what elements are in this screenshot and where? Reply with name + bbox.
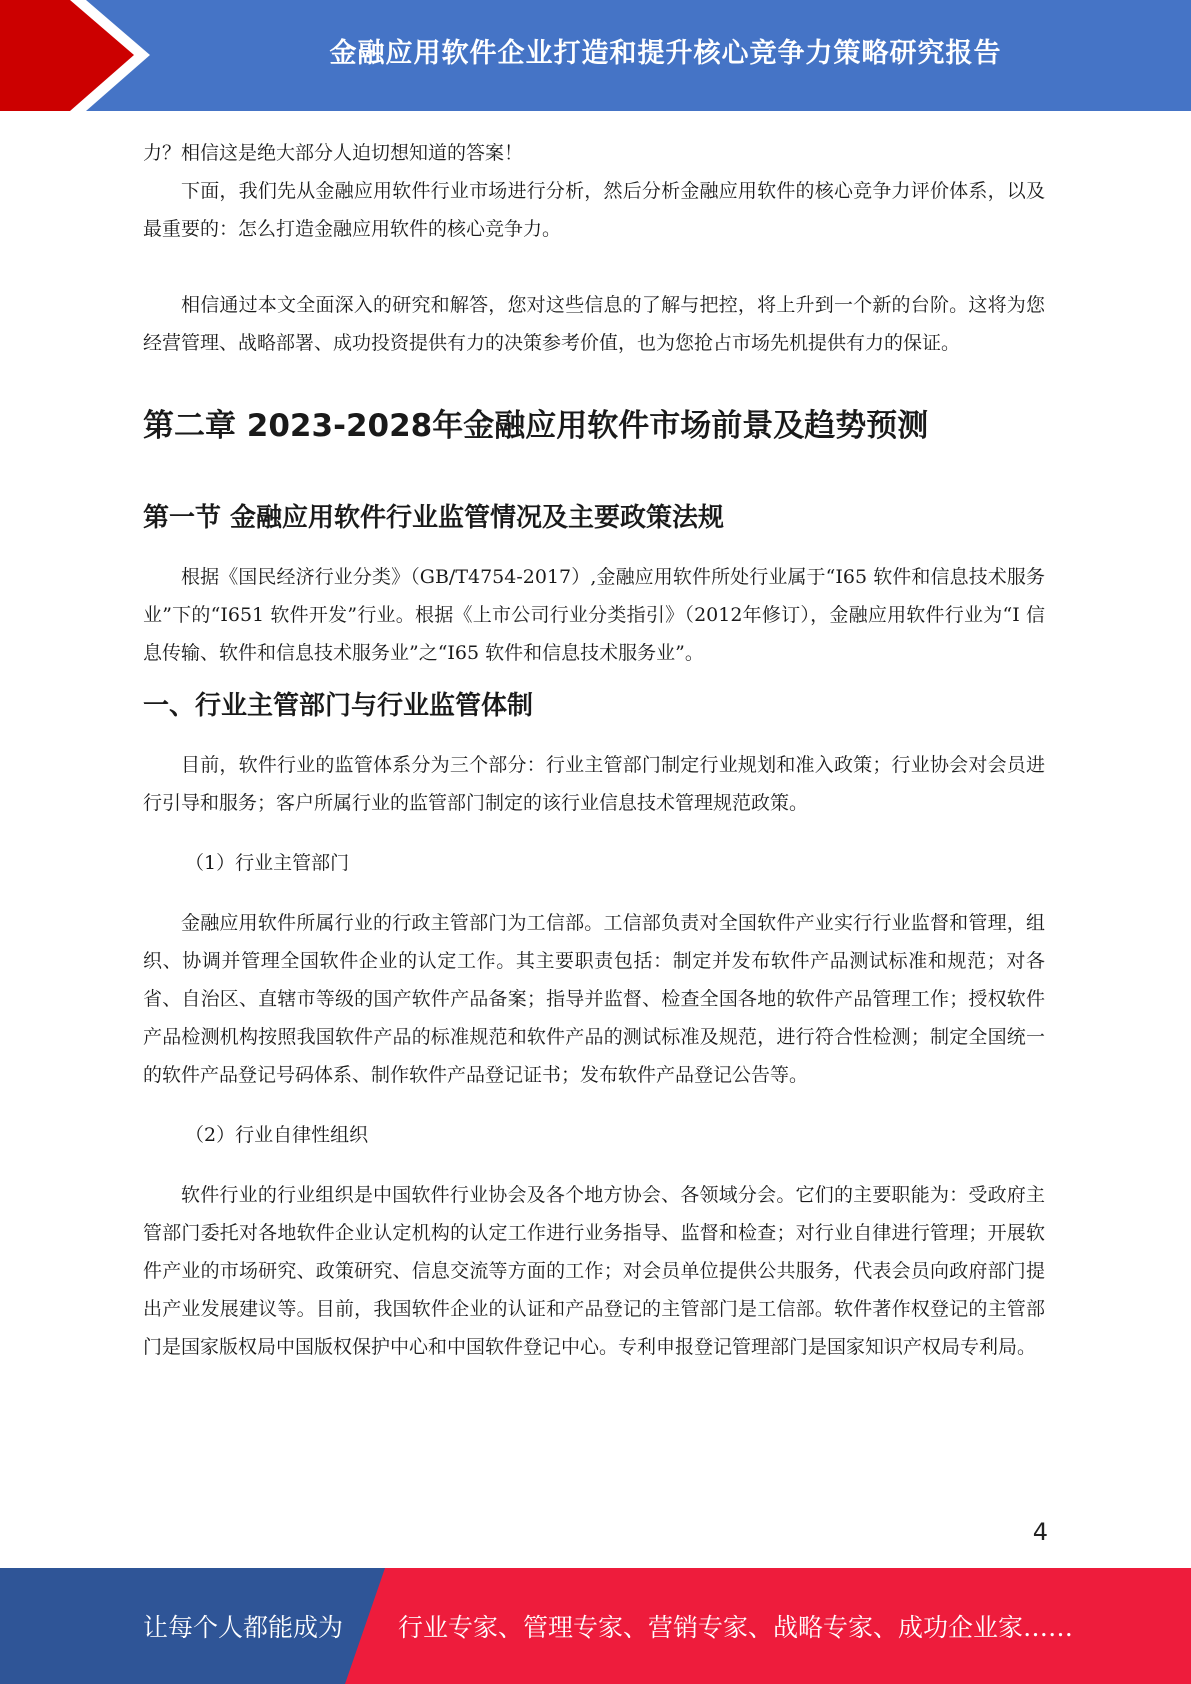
paragraph: 相信通过本文全面深入的研究和解答，您对这些信息的了解与把控，将上升到一个新的台阶。这将为您经营管理、战略部署、成功投资提供有力的决策参考价值，也为您抢占市场先机提供有力的保证。	[143, 294, 1045, 354]
list-item-heading: （2）行业自律性组织	[185, 1124, 369, 1146]
paragraph: 根据《国民经济行业分类》（GB/T4754-2017）,金融应用软件所处行业属于“I65 软件和信息技术服务业”下的“I651 软件开发”行业。根据《上市公司行业分类指引》（2012年修订），金融应用软件行业为“I 信息传输、软件和信息技术服务业”之“I65 软件和信息技术服务业”。	[143, 566, 1045, 664]
paragraph: 金融应用软件所属行业的行政主管部门为工信部。工信部负责对全国软件产业实行行业监督和管理，组织、协调并管理全国软件企业的认定工作。其主要职责包括：制定并发布软件产品测试标准和规范；对各省、自治区、直辖市等级的国产软件产品备案；指导并监督、检查全国各地的软件产品管理工作；授权软件产品检测机构按照我国软件产品的标准规范和软件产品的测试标准及规范，进行符合性检测；制定全国统一的软件产品登记号码体系、制作软件产品登记证书；发布软件产品登记公告等。	[143, 912, 1045, 1086]
page-content	[143, 134, 1045, 1366]
paragraph: 下面，我们先从金融应用软件行业市场进行分析，然后分析金融应用软件的核心竞争力评价体系，以及最重要的：怎么打造金融应用软件的核心竞争力。	[143, 180, 1045, 240]
paragraph: 目前，软件行业的监管体系分为三个部分：行业主管部门制定行业规划和准入政策；行业协会对会员进行引导和服务；客户所属行业的监管部门制定的该行业信息技术管理规范政策。	[143, 754, 1045, 814]
page-header	[0, 0, 1191, 111]
paragraph-continued: 力？相信这是绝大部分人迫切想知道的答案！	[143, 142, 524, 164]
header-arrow-red	[0, 0, 134, 111]
footer-slogan-right: 行业专家、管理专家、营销专家、战略专家、成功企业家……	[398, 1613, 1074, 1642]
header-title: 金融应用软件企业打造和提升核心竞争力策略研究报告	[329, 37, 1002, 69]
page-footer	[0, 1568, 1191, 1684]
chapter-title: 第二章 2023-2028年金融应用软件市场前景及趋势预测	[143, 408, 929, 444]
section-title: 第一节 金融应用软件行业监管情况及主要政策法规	[143, 503, 725, 533]
footer-slogan-left: 让每个人都能成为	[143, 1613, 344, 1642]
paragraph: 软件行业的行业组织是中国软件行业协会及各个地方协会、各领域分会。它们的主要职能为：受政府主管部门委托对各地软件企业认定机构的认定工作进行业务指导、监督和检查；对行业自律进行管理；开展软件产业的市场研究、政策研究、信息交流等方面的工作；对会员单位提供公共服务，代表会员向政府部门提出产业发展建议等。目前，我国软件企业的认证和产品登记的主管部门是工信部。软件著作权登记的主管部门是国家版权局中国版权保护中心和中国软件登记中心。专利申报登记管理部门是国家知识产权局专利局。	[143, 1184, 1045, 1358]
subsection-title: 一、行业主管部门与行业监管体制	[143, 691, 534, 721]
list-item-heading: （1）行业主管部门	[185, 852, 350, 874]
page-number: 4	[1032, 1518, 1048, 1546]
